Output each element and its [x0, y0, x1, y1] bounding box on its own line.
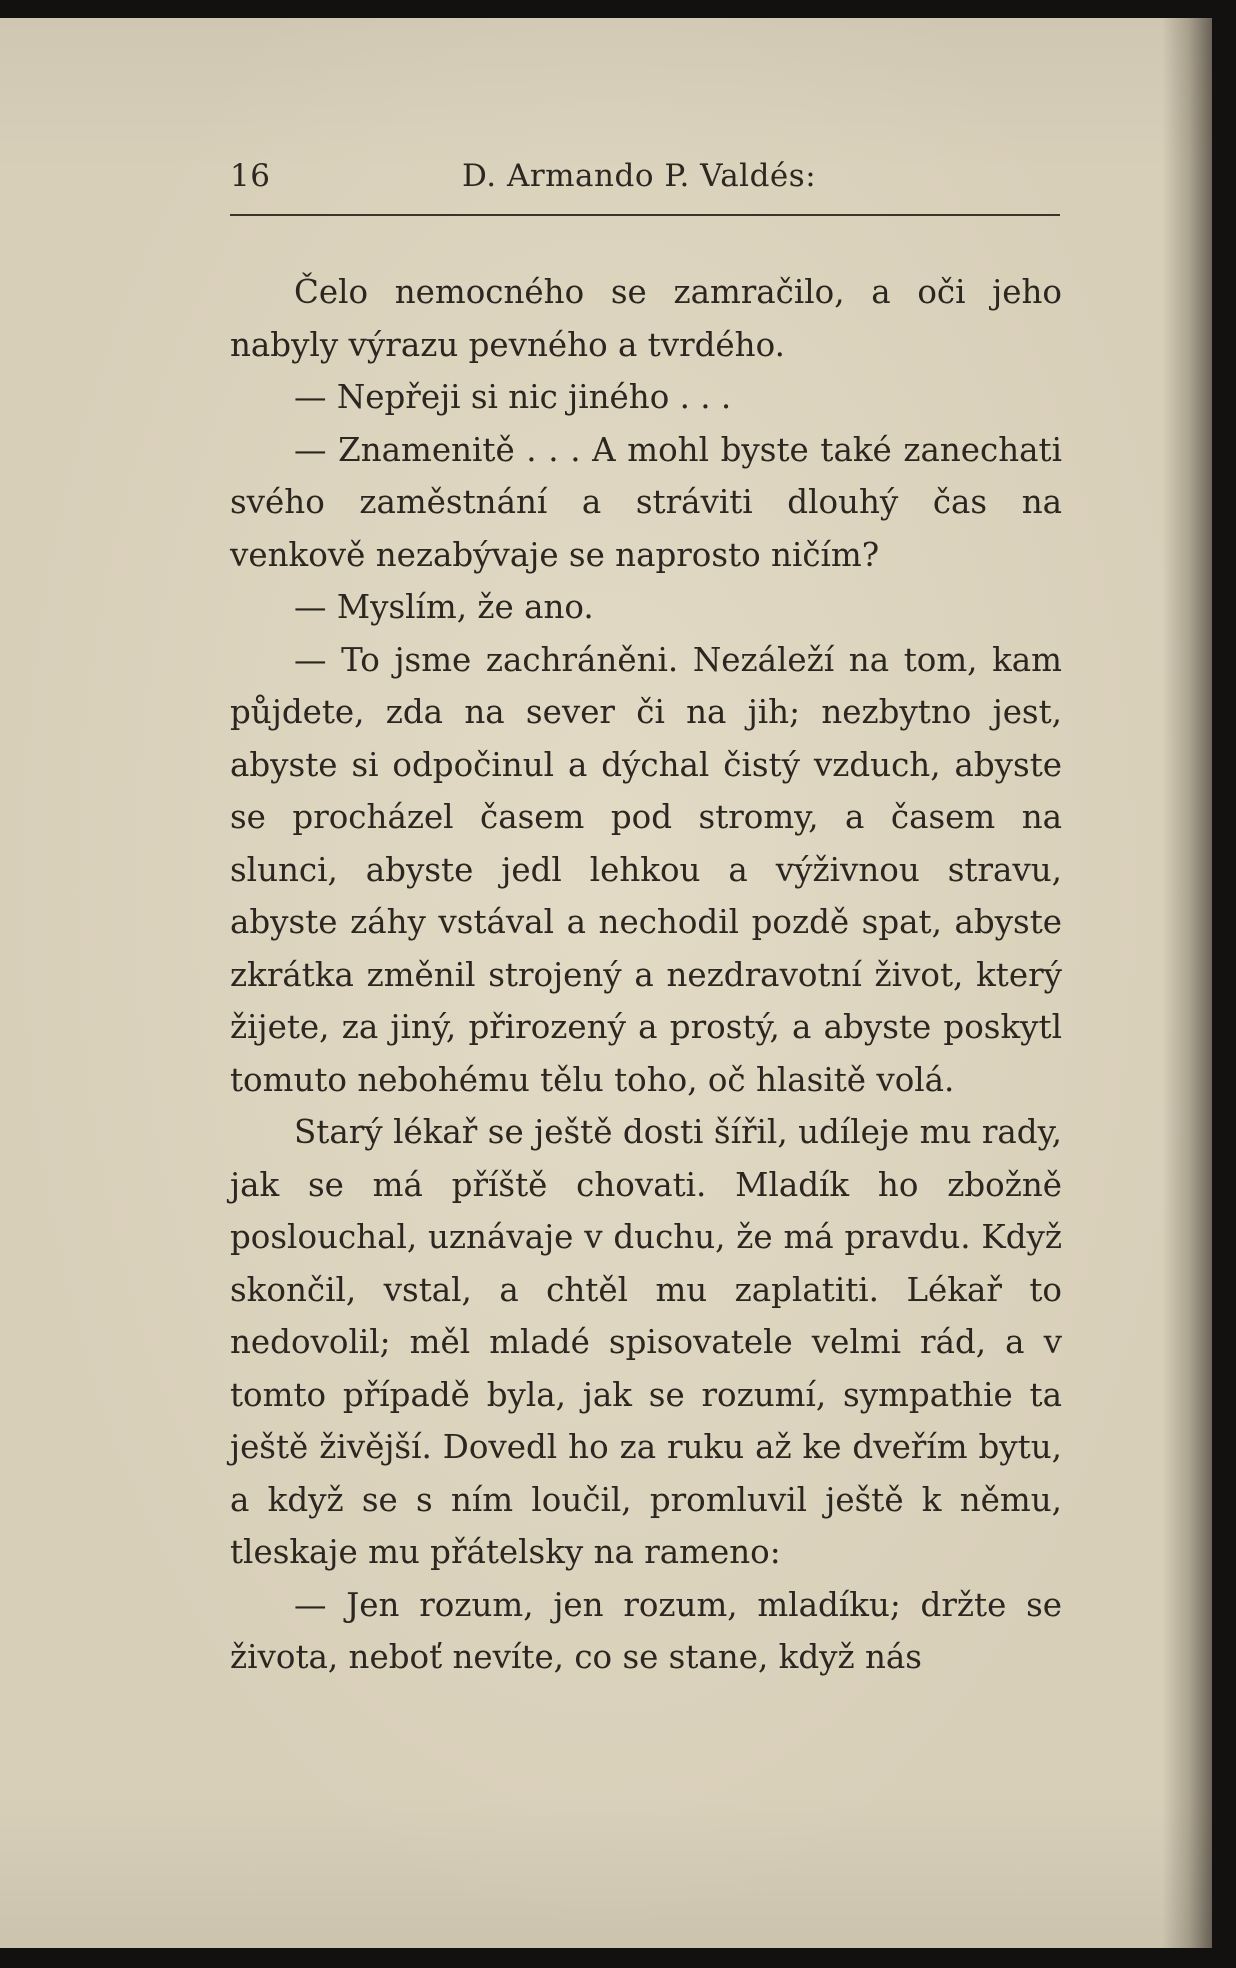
- book-page: [0, 18, 1212, 1948]
- running-head: D. Armando P. Valdés:: [462, 158, 817, 194]
- paragraph: Čelo nemocného se zamračilo, a oči jeho nabyly výrazu pevného a tvrdého.: [230, 273, 1062, 364]
- paragraph: — Jen rozum, jen rozum, mladíku; držte se života, neboť nevíte, co se stane, když nás: [230, 1585, 1062, 1676]
- paragraph: — Myslím, že ano.: [294, 588, 594, 626]
- page-number: 16: [230, 158, 271, 194]
- header-rule: [230, 214, 1060, 216]
- paragraph: — Nepřeji si nic jiného . . .: [294, 378, 732, 416]
- page-edge-shadow: [1162, 18, 1212, 1948]
- paragraph: Starý lékař se ještě dosti šířil, udíleje mu rady, jak se má příště chovati. Mladík ho zbožně poslouchal, uznávaje v duchu, že má pravdu. Když skončil, vstal, a chtěl mu zaplatiti. Lékař to nedovolil; měl mladé spisovatele velmi rád, a v tomto případě byla, jak se rozumí, sympathie ta ještě živější. Dovedl ho za ruku až ke dveřím bytu, a když se s ním loučil, promluvil ještě k němu, tleskaje mu přátelsky na rameno:: [230, 1113, 1062, 1571]
- body-text: [230, 266, 1062, 1684]
- paragraph: — To jsme zachráněni. Nezáleží na tom, kam půjdete, zda na sever či na jih; nezbytno jest, abyste si odpočinul a dýchal čistý vzduch, abyste se procházel časem pod stromy, a časem na slunci, abyste jedl lehkou a výživnou stravu, abyste záhy vstával a nechodil pozdě spat, abyste zkrátka změnil strojený a nezdravotní život, který žijete, za jiný, přirozený a prostý, a abyste poskytl tomuto nebohému tělu toho, oč hlasitě volá.: [230, 640, 1062, 1099]
- paragraph: — Znamenitě . . . A mohl byste také zanechati svého zaměstnání a stráviti dlouhý čas na venkově nezabývaje se naprosto ničím?: [230, 430, 1062, 574]
- page-header: [230, 158, 1060, 202]
